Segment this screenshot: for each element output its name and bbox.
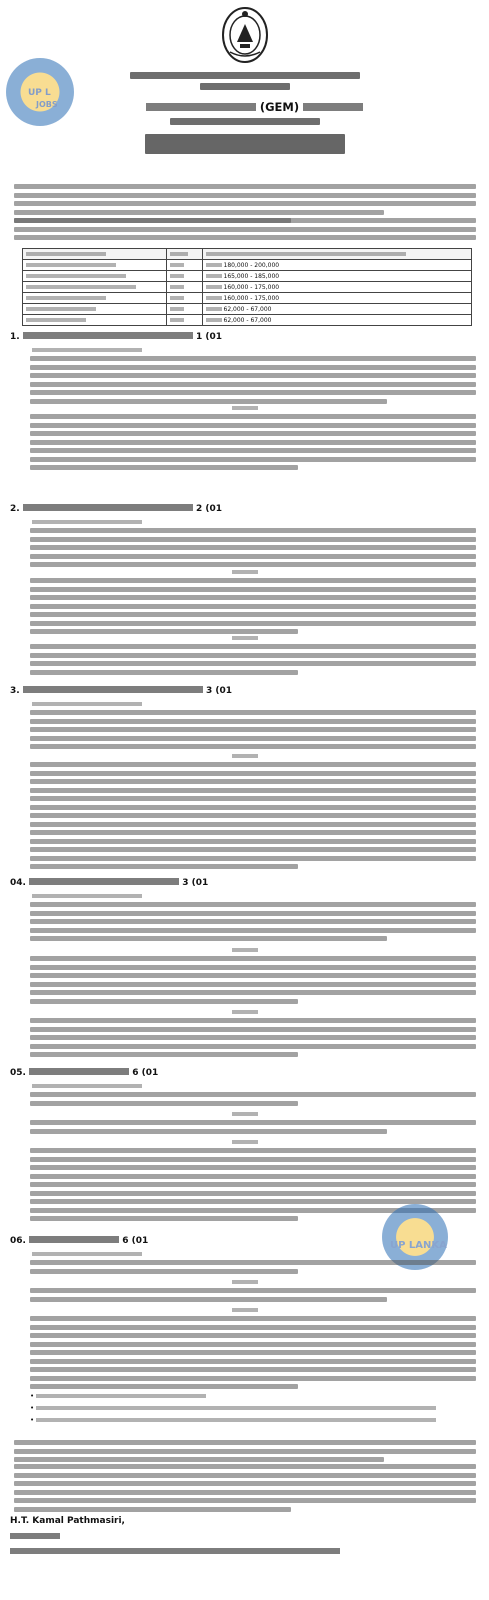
- or-label: [0, 1138, 489, 1146]
- or-label: [0, 568, 489, 576]
- qualifications-label: [32, 892, 142, 900]
- posts-table: [22, 248, 472, 326]
- government-emblem-icon: [220, 6, 270, 64]
- or-label: [0, 752, 489, 760]
- closing-paragraph: [14, 1440, 476, 1466]
- or-label: [0, 1008, 489, 1016]
- section-text: [30, 414, 476, 474]
- qualifications-label: [32, 346, 142, 354]
- watermark-subtext: JOBS: [36, 100, 58, 109]
- or-label: [0, 1306, 489, 1314]
- intro-paragraph-2: [14, 218, 476, 244]
- or-label: [0, 1110, 489, 1118]
- section-text: [30, 356, 476, 407]
- watermark-text: UP LANKA: [390, 1240, 447, 1251]
- page-title: [0, 134, 489, 154]
- table-row: 165,000 - 185,000: [23, 271, 472, 282]
- bullet-item: •: [30, 1392, 206, 1400]
- section-text: [30, 1288, 476, 1305]
- ministry-name: [0, 72, 489, 90]
- table-row: 62,000 - 67,000: [23, 315, 472, 326]
- section-text: [30, 956, 476, 1007]
- bullet-item: •: [30, 1404, 436, 1412]
- section-text: [30, 1260, 476, 1277]
- table-row: 160,000 - 175,000: [23, 282, 472, 293]
- or-label: [0, 634, 489, 642]
- section-text: [30, 710, 476, 753]
- signatory-ministry: [10, 1547, 340, 1556]
- qualifications-label: [32, 700, 142, 708]
- signatory-title: [10, 1532, 60, 1541]
- or-label: [0, 1278, 489, 1286]
- project-abbreviation: (GEM): [259, 100, 300, 114]
- section-heading: 2. 2 (01: [10, 504, 223, 514]
- or-label: [0, 946, 489, 954]
- table-row: 180,000 - 200,000: [23, 260, 472, 271]
- section-heading: 3. 3 (01: [10, 686, 233, 696]
- section-heading: 1. 1 (01: [10, 332, 223, 342]
- section-text: [30, 1120, 476, 1137]
- section-text: [30, 644, 476, 678]
- qualifications-label: [32, 1250, 142, 1258]
- section-heading: 05. 6 (01: [10, 1068, 159, 1078]
- project-name: [20, 100, 489, 114]
- section-heading: 04. 3 (01: [10, 878, 209, 888]
- application-instructions: [14, 1464, 476, 1515]
- section-text: [30, 578, 476, 638]
- table-row: 62,000 - 67,000: [23, 304, 472, 315]
- watermark-text: UP L: [28, 88, 51, 98]
- or-label: [0, 404, 489, 412]
- section-text: [30, 1092, 476, 1109]
- qualifications-label: [32, 518, 142, 526]
- funding-line: [0, 118, 489, 125]
- qualifications-label: [32, 1082, 142, 1090]
- section-text: [30, 902, 476, 945]
- section-text: [30, 528, 476, 571]
- section-text: [30, 1316, 476, 1393]
- section-text: [30, 762, 476, 873]
- table-header-row: [23, 249, 472, 260]
- section-text: [30, 1018, 476, 1061]
- table-row: 160,000 - 175,000: [23, 293, 472, 304]
- section-heading: 06. 6 (01: [10, 1236, 149, 1246]
- bullet-item: •: [30, 1416, 436, 1424]
- signatory-name: H.T. Kamal Pathmasiri,: [10, 1516, 125, 1526]
